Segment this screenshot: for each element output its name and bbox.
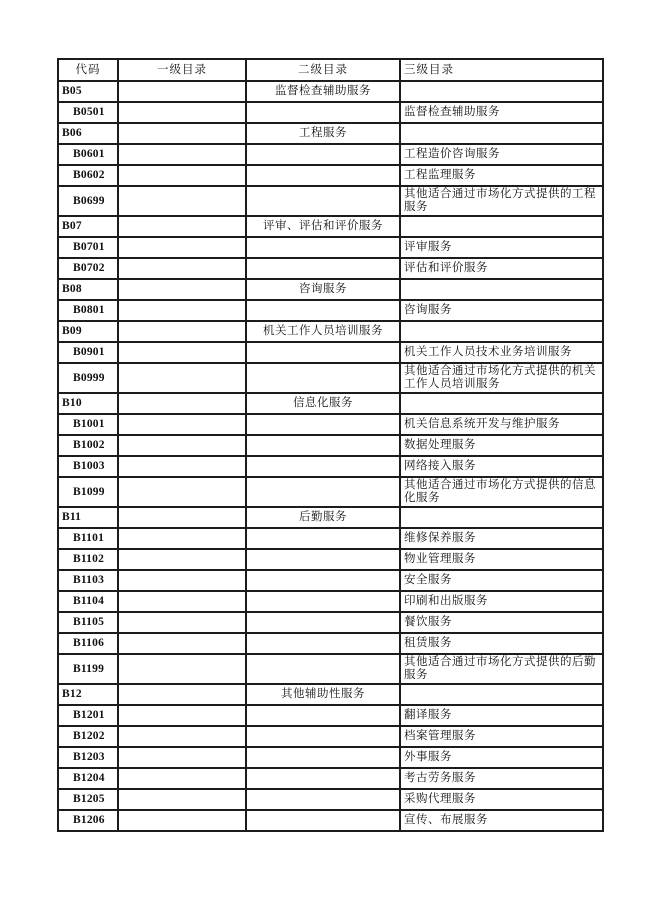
level1-cell (118, 414, 246, 435)
level3-cell: 机关信息系统开发与维护服务 (400, 414, 603, 435)
level2-cell (246, 342, 400, 363)
table-row (58, 528, 603, 549)
table-row (58, 414, 603, 435)
level2-cell: 监督检查辅助服务 (246, 81, 400, 102)
table-row (58, 654, 603, 684)
table-row (58, 435, 603, 456)
code-cell: B1199 (58, 654, 118, 684)
table-row (58, 300, 603, 321)
table-row (58, 321, 603, 342)
code-cell: B0901 (58, 342, 118, 363)
level3-cell: 评估和评价服务 (400, 258, 603, 279)
level3-cell: 宣传、布展服务 (400, 810, 603, 831)
level3-cell (400, 684, 603, 705)
header-level1: 一级目录 (118, 59, 246, 81)
level3-cell: 其他适合通过市场化方式提供的后勤服务 (400, 654, 603, 684)
level1-cell (118, 726, 246, 747)
level2-cell (246, 810, 400, 831)
level2-cell (246, 570, 400, 591)
code-cell: B0999 (58, 363, 118, 393)
header-code: 代码 (58, 59, 118, 81)
service-catalog-table (57, 58, 604, 832)
level2-cell (246, 705, 400, 726)
code-cell: B08 (58, 279, 118, 300)
level1-cell (118, 477, 246, 507)
level2-cell (246, 165, 400, 186)
level3-cell: 翻译服务 (400, 705, 603, 726)
level1-cell (118, 684, 246, 705)
level3-cell: 租赁服务 (400, 633, 603, 654)
code-cell: B1205 (58, 789, 118, 810)
level2-cell (246, 363, 400, 393)
level1-cell (118, 216, 246, 237)
level3-cell: 考古劳务服务 (400, 768, 603, 789)
table-row (58, 726, 603, 747)
level1-cell (118, 570, 246, 591)
code-cell: B0699 (58, 186, 118, 216)
level3-cell: 工程造价咨询服务 (400, 144, 603, 165)
level2-cell: 机关工作人员培训服务 (246, 321, 400, 342)
level3-cell: 安全服务 (400, 570, 603, 591)
code-cell: B1105 (58, 612, 118, 633)
level2-cell (246, 768, 400, 789)
table-row (58, 186, 603, 216)
table-row (58, 81, 603, 102)
code-cell: B11 (58, 507, 118, 528)
table-row (58, 633, 603, 654)
level2-cell: 评审、评估和评价服务 (246, 216, 400, 237)
level1-cell (118, 747, 246, 768)
level2-cell: 信息化服务 (246, 393, 400, 414)
level1-cell (118, 549, 246, 570)
table-row (58, 549, 603, 570)
table-row (58, 789, 603, 810)
code-cell: B1099 (58, 477, 118, 507)
table-row (58, 477, 603, 507)
level3-cell: 网络接入服务 (400, 456, 603, 477)
code-cell: B1002 (58, 435, 118, 456)
level3-cell: 档案管理服务 (400, 726, 603, 747)
level3-cell: 工程监理服务 (400, 165, 603, 186)
level1-cell (118, 321, 246, 342)
code-cell: B0602 (58, 165, 118, 186)
level2-cell (246, 549, 400, 570)
level1-cell (118, 393, 246, 414)
level1-cell (118, 591, 246, 612)
table-row (58, 570, 603, 591)
header-level2: 二级目录 (246, 59, 400, 81)
code-cell: B0702 (58, 258, 118, 279)
table-row (58, 705, 603, 726)
table-row (58, 393, 603, 414)
code-cell: B07 (58, 216, 118, 237)
table-row (58, 123, 603, 144)
level2-cell: 工程服务 (246, 123, 400, 144)
code-cell: B0701 (58, 237, 118, 258)
level1-cell (118, 342, 246, 363)
code-cell: B1104 (58, 591, 118, 612)
level2-cell (246, 237, 400, 258)
level2-cell (246, 789, 400, 810)
level3-cell: 外事服务 (400, 747, 603, 768)
code-cell: B1202 (58, 726, 118, 747)
level3-cell (400, 507, 603, 528)
table-row (58, 144, 603, 165)
code-cell: B1001 (58, 414, 118, 435)
code-cell: B1103 (58, 570, 118, 591)
level1-cell (118, 612, 246, 633)
level2-cell (246, 591, 400, 612)
code-cell: B10 (58, 393, 118, 414)
code-cell: B0801 (58, 300, 118, 321)
level1-cell (118, 279, 246, 300)
level2-cell (246, 414, 400, 435)
table-row (58, 363, 603, 393)
table-row (58, 591, 603, 612)
level2-cell (246, 435, 400, 456)
code-cell: B05 (58, 81, 118, 102)
level2-cell (246, 300, 400, 321)
level3-cell (400, 216, 603, 237)
table-row (58, 612, 603, 633)
level1-cell (118, 789, 246, 810)
level2-cell (246, 456, 400, 477)
code-cell: B1201 (58, 705, 118, 726)
header-level3: 三级目录 (400, 59, 603, 81)
code-cell: B1204 (58, 768, 118, 789)
code-cell: B1206 (58, 810, 118, 831)
level1-cell (118, 810, 246, 831)
code-cell: B09 (58, 321, 118, 342)
level2-cell (246, 633, 400, 654)
level1-cell (118, 186, 246, 216)
level2-cell (246, 747, 400, 768)
table-row (58, 258, 603, 279)
level1-cell (118, 258, 246, 279)
table-row (58, 165, 603, 186)
level3-cell: 咨询服务 (400, 300, 603, 321)
code-cell: B1102 (58, 549, 118, 570)
level3-cell: 其他适合通过市场化方式提供的机关工作人员培训服务 (400, 363, 603, 393)
table-row (58, 507, 603, 528)
level1-cell (118, 144, 246, 165)
level1-cell (118, 507, 246, 528)
code-cell: B1106 (58, 633, 118, 654)
table-row (58, 768, 603, 789)
level2-cell (246, 102, 400, 123)
level2-cell: 后勤服务 (246, 507, 400, 528)
table-row (58, 216, 603, 237)
code-cell: B06 (58, 123, 118, 144)
table-row (58, 237, 603, 258)
level1-cell (118, 705, 246, 726)
table-row (58, 102, 603, 123)
level3-cell: 其他适合通过市场化方式提供的工程服务 (400, 186, 603, 216)
table-row (58, 279, 603, 300)
table-row (58, 747, 603, 768)
level1-cell (118, 654, 246, 684)
level3-cell (400, 321, 603, 342)
table-row (58, 456, 603, 477)
level1-cell (118, 633, 246, 654)
level2-cell (246, 186, 400, 216)
level2-cell (246, 477, 400, 507)
level3-cell (400, 81, 603, 102)
level1-cell (118, 768, 246, 789)
level2-cell: 咨询服务 (246, 279, 400, 300)
code-cell: B1203 (58, 747, 118, 768)
table-body (58, 81, 603, 831)
level3-cell: 采购代理服务 (400, 789, 603, 810)
level2-cell (246, 144, 400, 165)
level3-cell (400, 279, 603, 300)
level3-cell (400, 393, 603, 414)
level2-cell (246, 528, 400, 549)
level2-cell (246, 726, 400, 747)
level3-cell: 机关工作人员技术业务培训服务 (400, 342, 603, 363)
code-cell: B1003 (58, 456, 118, 477)
level1-cell (118, 123, 246, 144)
level1-cell (118, 165, 246, 186)
table-row (58, 810, 603, 831)
level1-cell (118, 102, 246, 123)
level1-cell (118, 237, 246, 258)
level1-cell (118, 363, 246, 393)
level3-cell: 餐饮服务 (400, 612, 603, 633)
level3-cell (400, 123, 603, 144)
level2-cell (246, 654, 400, 684)
level3-cell: 印刷和出版服务 (400, 591, 603, 612)
code-cell: B0501 (58, 102, 118, 123)
level3-cell: 其他适合通过市场化方式提供的信息化服务 (400, 477, 603, 507)
code-cell: B12 (58, 684, 118, 705)
level2-cell (246, 258, 400, 279)
level1-cell (118, 435, 246, 456)
code-cell: B1101 (58, 528, 118, 549)
level1-cell (118, 528, 246, 549)
level2-cell (246, 612, 400, 633)
table-row (58, 684, 603, 705)
code-cell: B0601 (58, 144, 118, 165)
level3-cell: 评审服务 (400, 237, 603, 258)
level3-cell: 数据处理服务 (400, 435, 603, 456)
table-row (58, 342, 603, 363)
level3-cell: 监督检查辅助服务 (400, 102, 603, 123)
table-header-row (58, 59, 603, 81)
level1-cell (118, 81, 246, 102)
level1-cell (118, 456, 246, 477)
level2-cell: 其他辅助性服务 (246, 684, 400, 705)
level1-cell (118, 300, 246, 321)
level3-cell: 维修保养服务 (400, 528, 603, 549)
level3-cell: 物业管理服务 (400, 549, 603, 570)
